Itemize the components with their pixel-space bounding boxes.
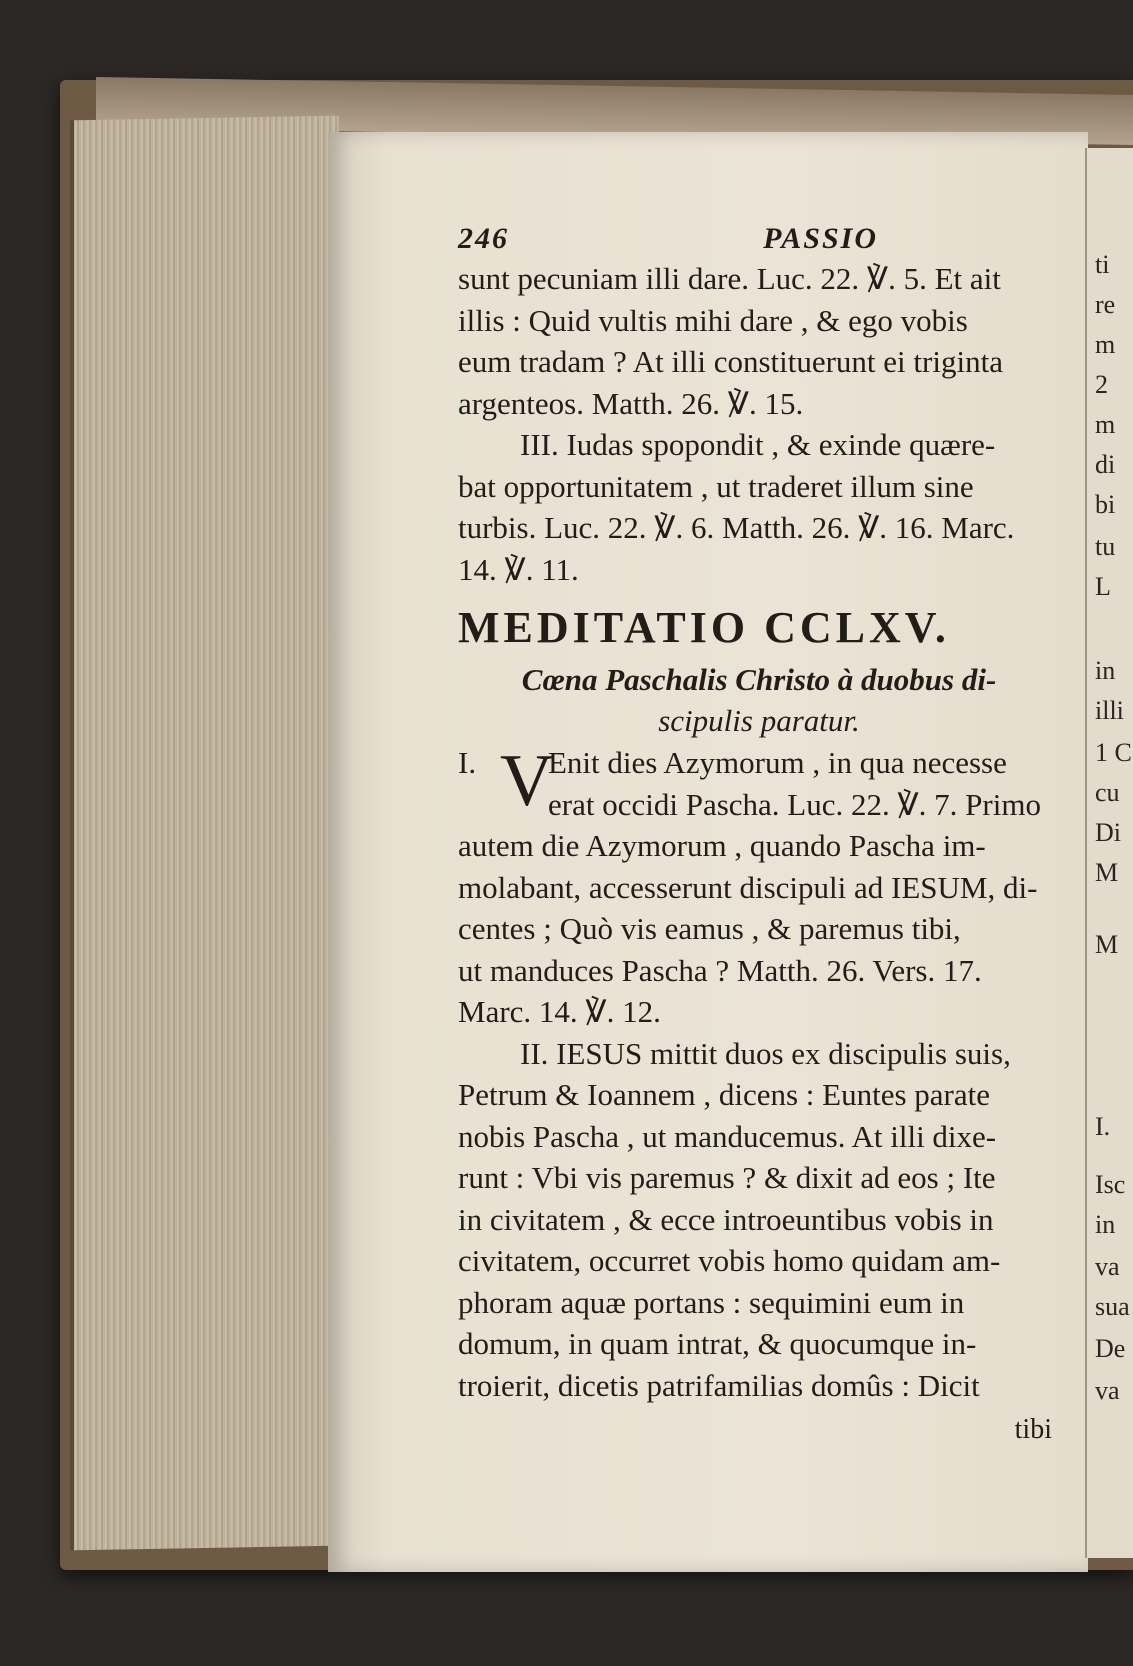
facing-fragment: tu	[1095, 532, 1116, 561]
page-block-edge	[70, 116, 339, 1551]
facing-fragment: ti	[1095, 250, 1110, 279]
text-line: autem die Azymorum , quando Pascha im-	[458, 828, 986, 863]
facing-fragment: illi	[1095, 696, 1124, 725]
text-line: erat occidi Pascha. Luc. 22. ℣. 7. Primo	[548, 786, 1041, 822]
facing-fragment: m	[1095, 410, 1116, 439]
page-header	[458, 222, 878, 256]
page-text	[458, 222, 1060, 1446]
text-line: III. Iudas spopondit , & exinde quære-	[520, 427, 996, 462]
facing-fragment: in	[1095, 656, 1116, 685]
text-line: nobis Pascha , ut manducemus. At illi dixe-	[458, 1118, 997, 1154]
text-line: civitatem, occurret vobis homo quidam am-	[458, 1243, 1001, 1278]
facing-fragment: M	[1095, 858, 1119, 887]
text-line: 14. ℣. 11.	[458, 551, 579, 587]
facing-fragment: L	[1095, 572, 1111, 601]
text-line: domum, in quam intrat, & quocumque in-	[458, 1326, 977, 1361]
facing-fragment: 2	[1095, 370, 1108, 399]
facing-page-edge	[1085, 148, 1133, 1558]
facing-fragment: va	[1095, 1252, 1120, 1281]
drop-cap: V	[500, 740, 554, 822]
left-page	[328, 132, 1088, 1572]
facing-fragment: M	[1095, 930, 1119, 959]
facing-fragment: re	[1095, 290, 1116, 319]
text-line: troierit, dicetis patrifamilias domûs : Dicit	[458, 1367, 980, 1403]
text-line: in civitatem , & ecce introeuntibus vobis in	[458, 1201, 994, 1237]
text-line: Enit dies Azymorum , in qua necesse	[548, 745, 1007, 780]
text-line: ut manduces Pascha ? Matth. 26. Vers. 17.	[458, 952, 982, 988]
running-head: PASSIO	[763, 222, 878, 255]
text-line: argenteos. Matth. 26. ℣. 15.	[458, 385, 804, 421]
facing-fragment: cu	[1095, 778, 1120, 807]
meditation-subtitle-cont: scipulis paratur.	[658, 703, 860, 738]
meditation-title: MEDITATIO CCLXV.	[458, 603, 950, 652]
facing-fragment: m	[1095, 330, 1116, 359]
facing-fragment: va	[1095, 1376, 1120, 1405]
meditation-subtitle: Cœna Paschalis Christo à duobus di-	[521, 662, 997, 697]
text-line: bat opportunitatem , ut traderet illum sine	[458, 468, 974, 504]
facing-fragment: Di	[1095, 818, 1121, 847]
text-line: Marc. 14. ℣. 12.	[458, 994, 661, 1029]
catchword: tibi	[1014, 1414, 1052, 1445]
facing-fragment: sua	[1095, 1292, 1130, 1321]
facing-fragment: bi	[1095, 490, 1116, 519]
text-line: II. IESUS mittit duos ex discipulis suis,	[520, 1035, 1011, 1071]
text-line: molabant, accesserunt discipuli ad IESUM, di-	[458, 869, 1038, 905]
text-line: eum tradam ? At illi constituerunt ei triginta	[458, 344, 1003, 379]
text-line: turbis. Luc. 22. ℣. 6. Matth. 26. ℣. 16. Marc.	[458, 510, 1015, 545]
facing-fragment: 1 C	[1095, 738, 1132, 767]
text-line: runt : Vbi vis paremus ? & dixit ad eos ; Ite	[458, 1160, 996, 1195]
text-line: Petrum & Ioannem , dicens : Euntes parate	[458, 1077, 991, 1112]
text-line: illis : Quid vultis mihi dare , & ego vobis	[458, 302, 968, 338]
facing-fragment: I.	[1095, 1112, 1111, 1141]
facing-fragment: in	[1095, 1210, 1116, 1239]
paragraph-one	[458, 742, 1060, 825]
text-line: centes ; Quò vis eamus , & paremus tibi,	[458, 911, 961, 946]
facing-fragment: di	[1095, 450, 1116, 479]
paragraph-number: I.	[458, 745, 477, 780]
page-number: 246	[458, 222, 509, 255]
facing-fragment: De	[1095, 1334, 1126, 1363]
text-line: phoram aquæ portans : sequimini eum in	[458, 1284, 965, 1320]
text-line: sunt pecuniam illi dare. Luc. 22. ℣. 5. Et ait	[458, 261, 1001, 296]
facing-fragment: Isc	[1095, 1170, 1126, 1199]
